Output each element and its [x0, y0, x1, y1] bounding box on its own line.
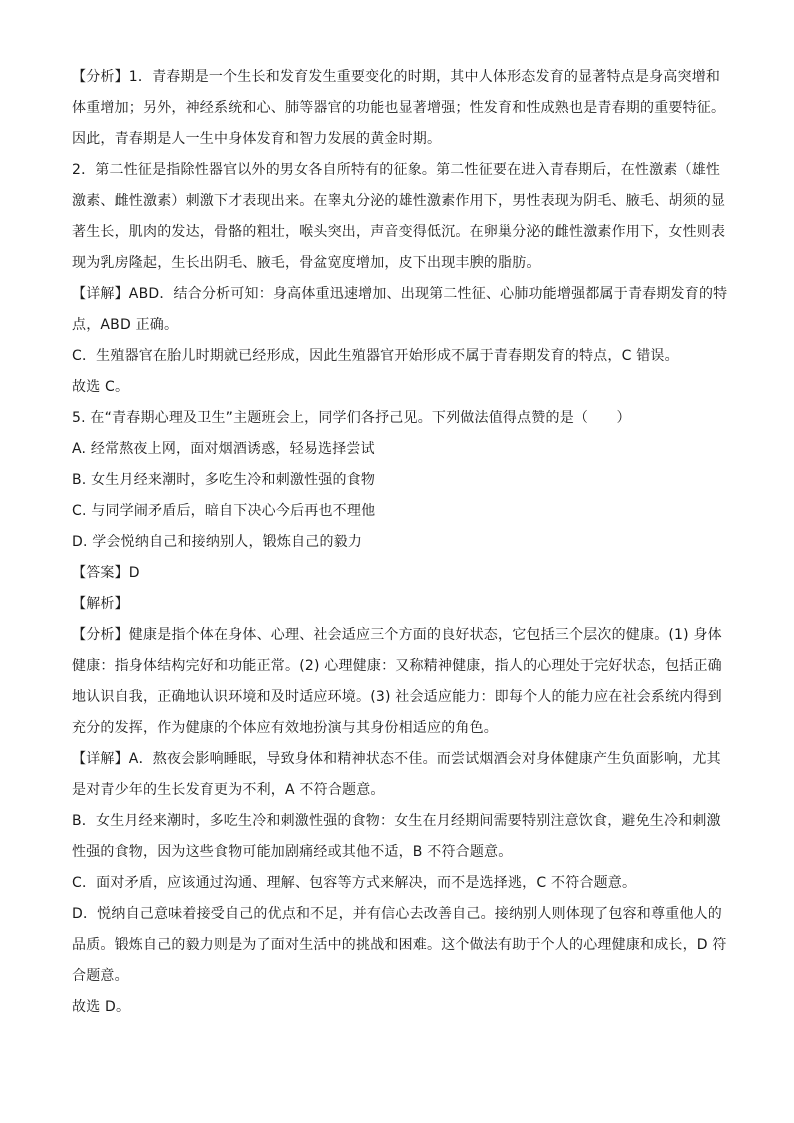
analysis-line-7: 现为乳房隆起，生长出阴毛、腋毛，骨盆宽度增加，皮下出现丰腴的脂肪。 [72, 255, 541, 271]
option-a: A. 经常熬夜上网，面对烟酒诱惑，轻易选择尝试 [72, 441, 375, 457]
analysis-line-1: 【分析】1．青春期是一个生长和发育发生重要变化的时期，其中人体形态发育的显著特点是身高突增和 [72, 69, 721, 85]
question-stem: 5. 在“青春期心理及卫生”主题班会上，同学们各抒己见。下列做法值得点赞的是（ ） [72, 410, 631, 426]
analysis-line-2: 体重增加；另外，神经系统和心、肺等器官的功能也显著增强；性发育和性成熟也是青春期的重要特征。 [72, 100, 726, 116]
analysis-line-6: 著生长，肌肉的发达，骨骼的粗壮，喉头突出，声音变得低沉。在卵巢分泌的雌性激素作用下，女性则表 [72, 224, 726, 240]
analysis2-line-3: 地认识自我，正确地认识环境和及时适应环境。(3) 社会适应能力：即每个人的能力应在社会系统内得到 [72, 689, 722, 705]
detail-line-3: C．生殖器官在胎儿时期就已经形成，因此生殖器官开始形成不属于青春期发育的特点，C 错误。 [72, 348, 679, 364]
detail2-line-1: 【详解】A．熬夜会影响睡眠，导致身体和精神状态不佳。而尝试烟酒会对身体健康产生负面影响，尤其 [72, 751, 721, 767]
option-b: B. 女生月经来潮时，多吃生冷和刺激性强的食物 [72, 472, 376, 488]
detail-line-1: 【详解】ABD．结合分析可知：身高体重迅速增加、出现第二性征、心肺功能增强都属于青春期发育的特 [72, 286, 728, 302]
conclusion-line: 故选 C。 [72, 379, 130, 395]
analysis2-line-1: 【分析】健康是指个体在身体、心理、社会适应三个方面的良好状态，它包括三个层次的健康。(1) 身体 [72, 627, 722, 643]
document-page [72, 62, 728, 1023]
detail2-line-6: D．悦纳自己意味着接受自己的优点和不足，并有信心去改善自己。接纳别人则体现了包容和尊重他人的 [72, 906, 722, 922]
detail2-line-2: 是对青少年的生长发育更为不利，A 不符合题意。 [72, 782, 385, 798]
detail2-line-7: 品质。锻炼自己的毅力则是为了面对生活中的挑战和困难。这个做法有助于个人的心理健康和成长，D 符 [72, 937, 727, 953]
option-c: C. 与同学闹矛盾后，暗自下决心今后再也不理他 [72, 503, 376, 519]
detail2-line-8: 合题意。 [72, 968, 129, 984]
conclusion2-line: 故选 D。 [72, 999, 131, 1015]
detail2-line-5: C．面对矛盾，应该通过沟通、理解、包容等方式来解决，而不是选择逃，C 不符合题意。 [72, 875, 637, 891]
answer-label: 【答案】D [72, 565, 140, 581]
option-d: D. 学会悦纳自己和接纳别人，锻炼自己的毅力 [72, 534, 363, 550]
detail2-line-3: B．女生月经来潮时，多吃生冷和刺激性强的食物：女生在月经期间需要特别注意饮食，避免生冷和刺激 [72, 813, 721, 829]
detail2-line-4: 性强的食物，因为这些食物可能加剧痛经或其他不适，B 不符合题意。 [72, 844, 513, 860]
detail-line-2: 点，ABD 正确。 [72, 317, 179, 333]
analysis-line-5: 激素、雌性激素）刺激下才表现出来。在睾丸分泌的雄性激素作用下，男性表现为阴毛、腋毛、胡须的显 [72, 193, 726, 209]
analysis-line-3: 因此，青春期是人一生中身体发育和智力发展的黄金时期。 [72, 131, 442, 147]
analysis2-line-4: 充分的发挥，作为健康的个体应有效地扮演与其身份相适应的角色。 [72, 720, 498, 736]
analysis2-line-2: 健康：指身体结构完好和功能正常。(2) 心理健康：又称精神健康，指人的心理处于完好状态，包括正确 [72, 658, 722, 674]
analysis-line-4: 2．第二性征是指除性器官以外的男女各自所特有的征象。第二性征要在进入青春期后，在性激素（雄性 [72, 162, 721, 178]
explanation-label: 【解析】 [72, 596, 129, 612]
